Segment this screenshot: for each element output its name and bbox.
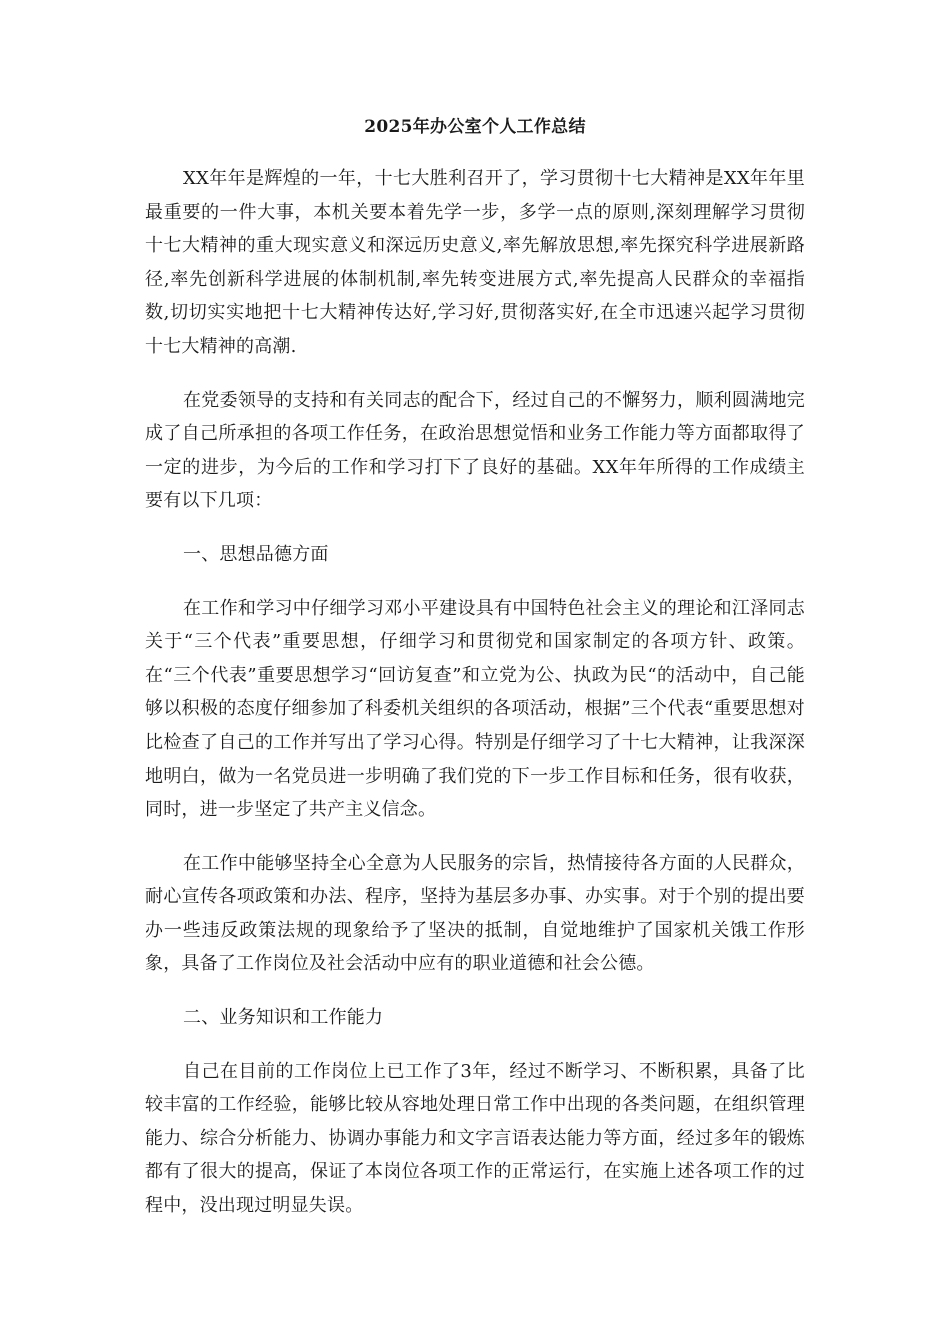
- paragraph-intro: XX年年是辉煌的一年，十七大胜利召开了，学习贯彻十七大精神是XX年年里最重要的一件大事，本机关要本着先学一步，多学一点的原则,深刻理解学习贯彻十七大精神的重大现实意义和深远历史意义,率先解放思想,率先探究科学进展新路径,率先创新科学进展的体制机制,率先转变进展方式,率先提高人民群众的幸福指数,切切实实地把十七大精神传达好,学习好,贯彻落实好,在全市迅速兴起学习贯彻十七大精神的高潮.: [145, 168, 805, 357]
- section-heading-ability: 二、业务知识和工作能力: [183, 1007, 384, 1029]
- paragraph-service: 在工作中能够坚持全心全意为人民服务的宗旨，热情接待各方面的人民群众，耐心宣传各项政策和办法、程序，坚持为基层多办事、办实事。对于个别的提出要办一些违反政策法规的现象给予了坚决的抵制，自觉地维护了国家机关饿工作形象，具备了工作岗位及社会活动中应有的职业道德和社会公德。: [145, 852, 805, 975]
- document-title: 2025年办公室个人工作总结: [364, 117, 586, 137]
- document-page: [145, 112, 805, 1243]
- paragraph-summary: 在党委领导的支持和有关同志的配合下，经过自己的不懈努力，顺利圆满地完成了自己所承担的各项工作任务，在政治思想觉悟和业务工作能力等方面都取得了一定的进步，为今后的工作和学习打下了良好的基础。XX年年所得的工作成绩主要有以下几项：: [145, 389, 805, 512]
- paragraph-study: 在工作和学习中仔细学习邓小平建设具有中国特色社会主义的理论和江泽同志关于“三个代表”重要思想，仔细学习和贯彻党和国家制定的各项方针、政策。在“三个代表”重要思想学习“回访复查”和立党为公、执政为民“的活动中，自己能够以积极的态度仔细参加了科委机关组织的各项活动，根据”三个代表“重要思想对比检查了自己的工作并写出了学习心得。特别是仔细学习了十七大精神，让我深深地明白，做为一名党员进一步明确了我们党的下一步工作目标和任务，很有收获，同时，进一步坚定了共产主义信念。: [145, 597, 805, 821]
- paragraph-experience: 自己在目前的工作岗位上已工作了3年，经过不断学习、不断积累，具备了比较丰富的工作经验，能够比较从容地处理日常工作中出现的各类问题，在组织管理能力、综合分析能力、协调办事能力和文字言语表达能力等方面，经过多年的锻炼都有了很大的提高，保证了本岗位各项工作的正常运行，在实施上述各项工作的过程中，没出现过明显失误。: [145, 1060, 805, 1217]
- section-heading-moral: 一、思想品德方面: [183, 543, 329, 565]
